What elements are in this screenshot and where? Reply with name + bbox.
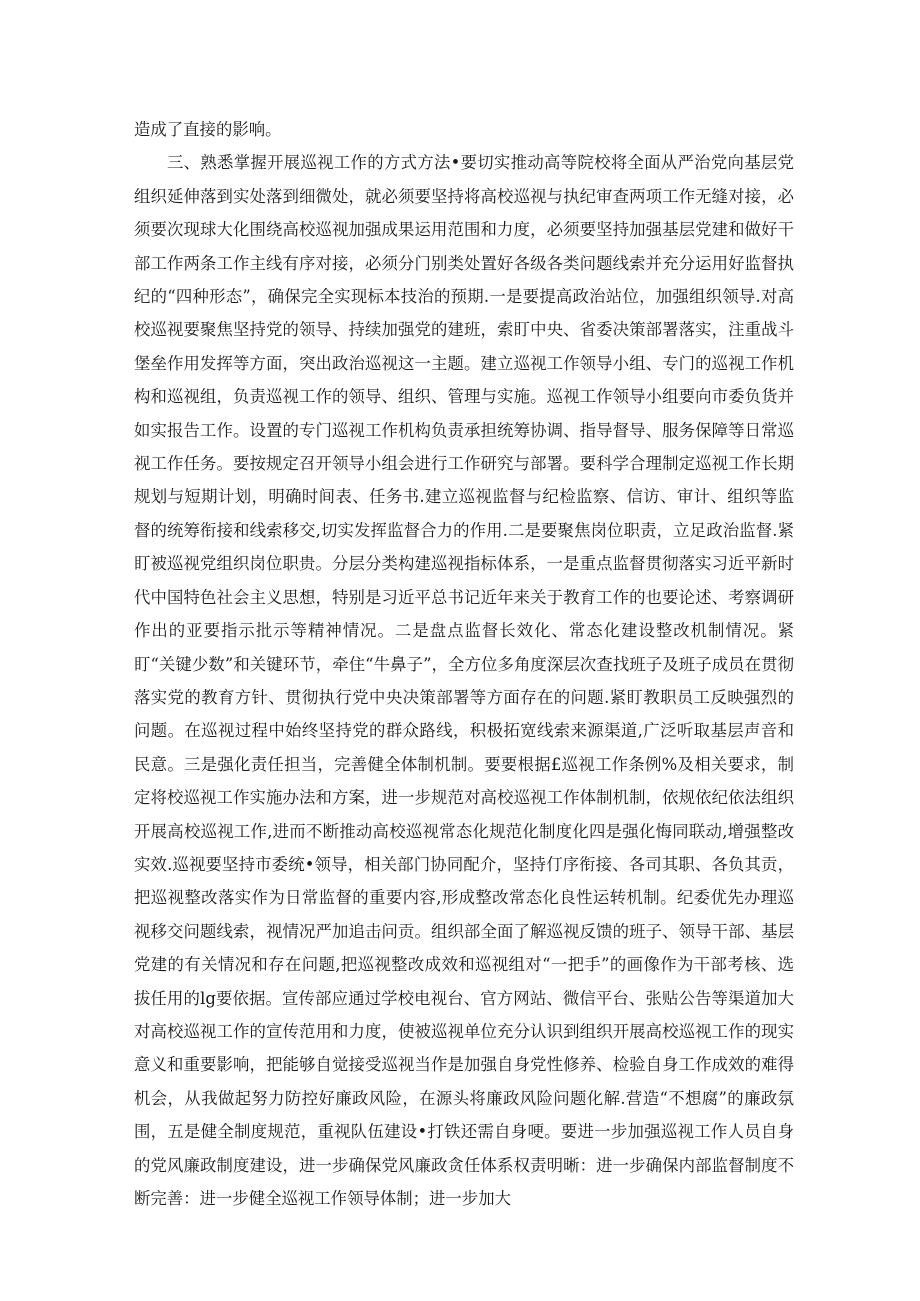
paragraph-continuation: 造成了直接的影响。	[134, 120, 282, 139]
paragraph-section-three: 三、熟悉掌握开展巡视工作的方式方法•要切实推动高等院校将全面从严治党向基层党组织延伸落到实处落到细微处，就必须要坚持将高校巡视与执纪审查两项工作无缝对接，必须要次现球大化围绕高校巡视加强成果运用范围和力度，必须要坚持加强基层党建和做好干部工作两条工作主线有序对接，必须分门别类处置好各级各类问题线索并充分运用好监督执纪的“四种形态”，确保完全实现标本技治的预期.一是要提高政治站位，加强组织领导.对高校巡视要聚焦坚持党的领导、持续加强党的建班，索盯中央、省委决策部署落实，注重战斗堡垒作用发挥等方面，突出政治巡视这一主题。建立巡视工作领导小组、专门的巡视工作机构和巡视组，负责巡视工作的领导、组织、管理与实施。巡视工作领导小组要向市委负货并如实报告工作。设置的专门巡视工作机构负责承担统筹协调、指导督导、服务保障等日常巡视工作任务。要按规定召开领导小组会进行工作研究与部署。要科学合理制定巡视工作长期规划与短期计划，明确时间表、任务书.建立巡视监督与纪检监察、信访、审计、组织等监督的统筹衔接和线索移交,切实发挥监督合力的作用.二是要聚焦岗位职责，立足政治监督.紧盯被巡视党组织岗位职贵。分层分类构建巡视指标体系，一是重点监督贯彻落实习近平新时代中国特色社会主义思想，特别是习近平总书记近年来关于教育工作的也要论述、考察调研作出的亚要指示批示等精神情况。二是盘点监督长效化、常态化建设整改机制情况。紧盯“关键少数”和关键环节，牵住“牛鼻子”，全方位多角度深层次查找班子及班子成员在贯彻落实党的教育方针、贯彻执行党中央决策部署等方面存在的问题.紧盯教职员工反映强烈的问题。在巡视过程中始终坚持党的群众路线，积极拓宽线索来源渠道,广泛听取基层声音和民意。三是强化责任担当，完善健全体制机制。要要根据£巡视工作条例%及相关要求，制定将校巡视工作实施办法和方案，进一步规范对高校巡视工作体制机制，依规依纪依法组织开展高校巡视工作,进而不断推动高校巡视常态化规范化制度化四是强化悔同联动,增强整改实效.巡视要坚持市委统•领导，相关部门协同配介，坚持仃序衔接、各司其职、各负其贡，把巡视整改落实作为日常监督的重要内容,形成整改常态化良性运转机制。纪委优先办理巡视移交问题线索，视情况严加追击问贡。组织部全面了解巡视反馈的班子、领导干部、基层党建的有关情况和存在问题,把巡视整改成效和巡视组对“一把手”的画像作为干部考核、选拔任用的lg要依据。宣传部应通过学校电视台、官方网站、微信平台、张贴公告等渠道加大对高校巡视工作的宣传范用和力度，使被巡视单位充分认识到组织开展高校巡视工作的现实意义和重要影响，把能够自觉接受巡视当作是加强自身党性修养、检验自身工作成效的难得机会，从我做起努力防控好廉政风险，在源头将廉政风险问题化解.营造“不想腐”的廉政氛围，五是健全制度规范，重视队伍建设•打铁还需自身哽。要进一步加强巡视工作人员自身的党风廉政制度建设，进一步确保党风廉政贪任体系权责明晰：进一步确保内部监督制度不断完善：进一步健全巡视工作领导体制；进一步加大	[134, 153, 794, 1208]
document-body	[134, 113, 794, 1215]
